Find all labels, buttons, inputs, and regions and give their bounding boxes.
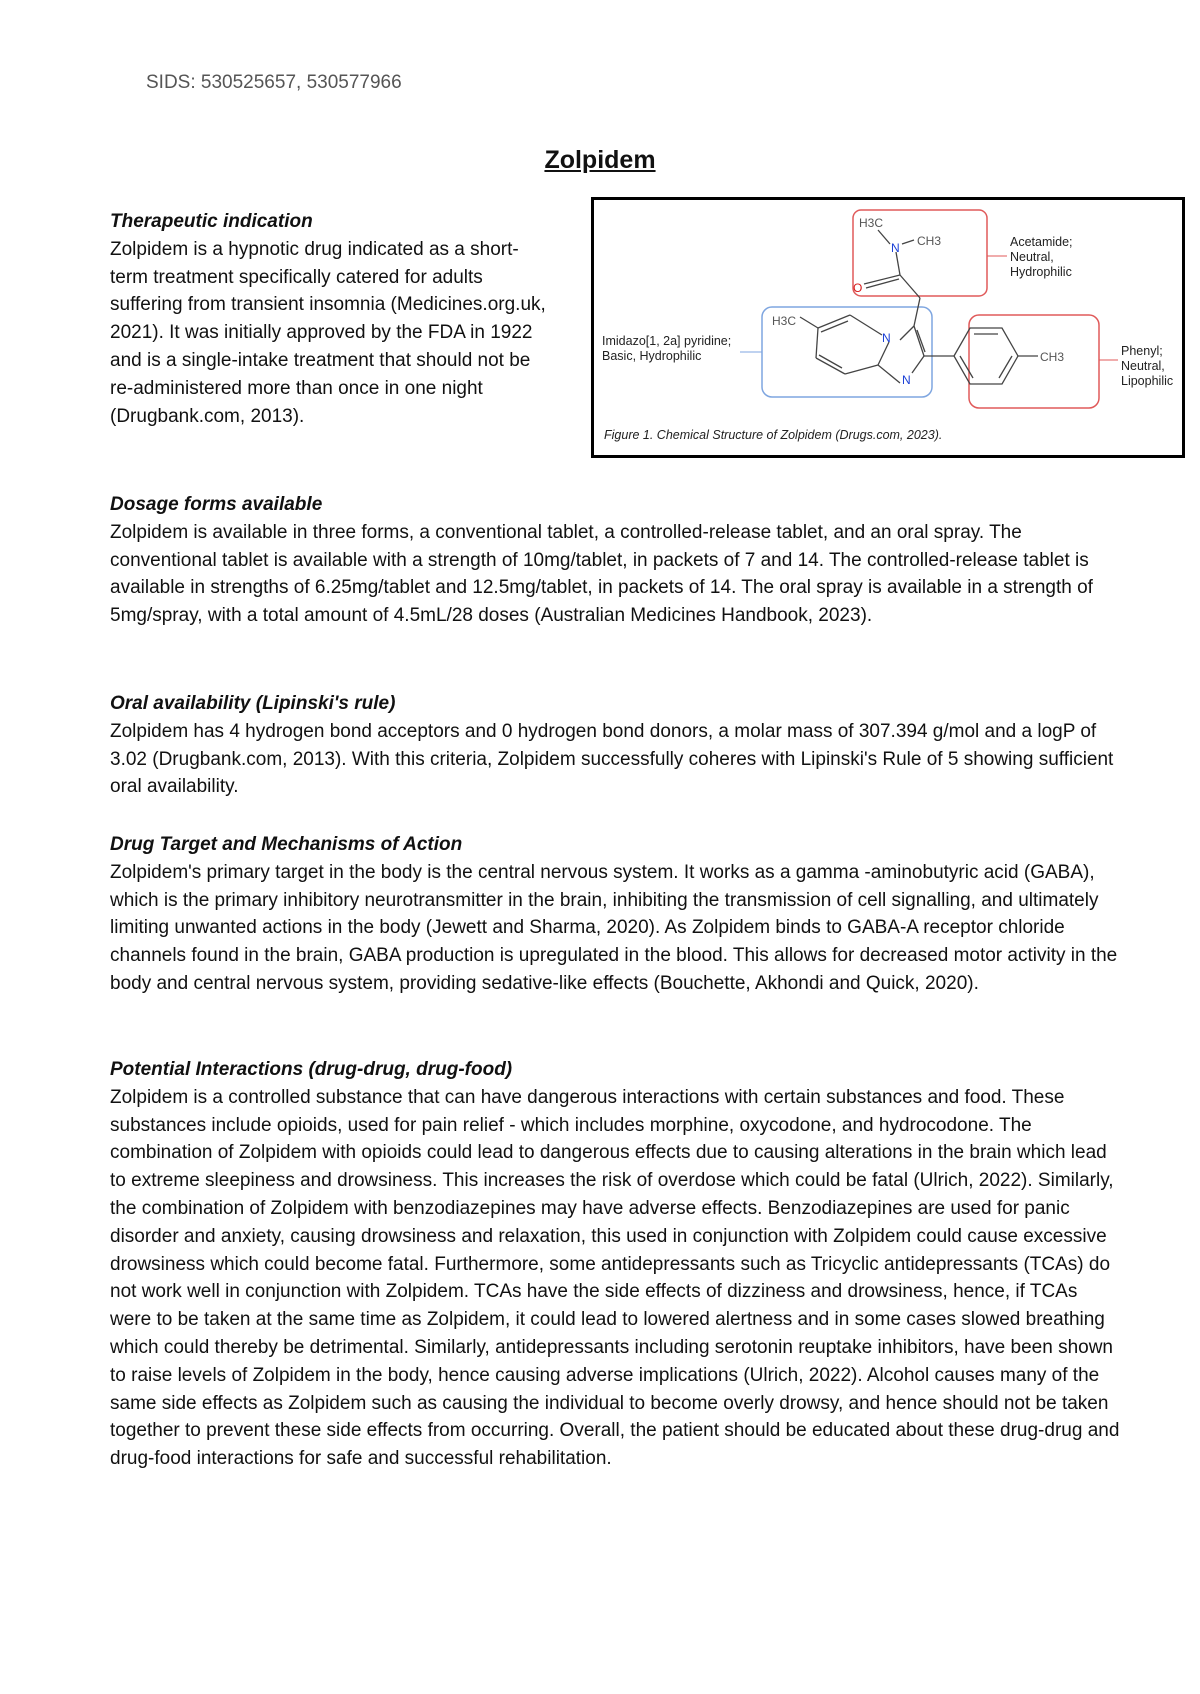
section-heading: Therapeutic indication [110, 211, 313, 232]
section-body: Zolpidem is available in three forms, a conventional tablet, a controlled-release tablet, and an oral spray. The conventional tablet is available with a strength of 10mg/tablet, in packets of 7 and 14. The controlled-release tablet is available in strengths of 6.25mg/tablet and 12.5mg/tablet, in packets of 14. The oral spray is available in a strength of 5mg/spray, with a total amount of 4.5mL/28 doses (Australian Medicines Handbook, 2023). [110, 521, 1093, 627]
section-body: Zolpidem is a controlled substance that can have dangerous interactions with certain substances and food. These substances include opioids, used for pain relief - which includes morphine, oxycodone, and hydrocodone. The combination of Zolpidem with opioids could lead to dangerous effects due to causing alterations in the brain which lead to extreme sleepiness and drowsiness. This increases the risk of overdose which could be fatal (Ulrich, 2022). Similarly, the combination of Zolpidem with benzodiazepines may have adverse effects. Benzodiazepines are used for panic disorder and anxiety, causing drowsiness and relaxation, this used in conjunction with Zolpidem could cause excessive drowsiness which could become fatal. Furthermore, some antidepressants such as Tricyclic antidepressants (TCAs) do not work well in conjunction with Zolpidem. TCAs have the side effects of dizziness and drowsiness, hence, if TCAs were to be taken at the same time as Zolpidem, it could lead to lowered alertness and in some cases slowed breathing which could thereby be detrimental. Similarly, antidepressants including serotonin reuptake inhibitors, have been shown to raise levels of Zolpidem in the body, hence causing adverse implications (Ulrich, 2022). Alcohol causes many of the same side effects as Zolpidem such as causing the individual to become overly drowsy, and hence should not be taken together to prevent these side effects from occurring. Overall, the patient should be educated about these drug-drug and drug-food interactions for safe and successful rehabilitation. [110, 1086, 1120, 1470]
section-potential-interactions [110, 1056, 1120, 1473]
atom-n-ring-2: N [902, 373, 911, 387]
section-oral-availability [110, 690, 1120, 801]
student-ids: SIDS: 530525657, 530577966 [146, 72, 402, 93]
atom-h3c-top: H3C [859, 216, 884, 230]
section-dosage-forms [110, 491, 1120, 630]
section-heading: Dosage forms available [110, 494, 323, 515]
section-heading: Potential Interactions (drug-drug, drug-food) [110, 1059, 513, 1080]
phenyl-label [1121, 344, 1173, 388]
imidazopyridine-label [602, 334, 735, 363]
acetamide-label [1010, 235, 1076, 279]
acetamide-label-line: Hydrophilic [1010, 265, 1072, 279]
section-body: Zolpidem's primary target in the body is the central nervous system. It works as a gamma -aminobutyric acid (GABA), which is the primary inhibitory neurotransmitter in the brain, inhibiting the transmission of cell signalling, and ultimately limiting unwanted actions in the body (Jewett and Sharma, 2020). As Zolpidem binds to GABA-A receptor chloride channels found in the brain, GABA production is upregulated in the blood. This allows for decreased motor activity in the body and central nervous system, providing sedative-like effects (Bouchette, Akhondi and Quick, 2020). [110, 861, 1118, 994]
phenyl-label-line: Neutral, [1121, 359, 1165, 373]
phenyl-label-line: Lipophilic [1121, 374, 1174, 388]
acetamide-label-line: Acetamide; [1010, 235, 1073, 249]
section-drug-target [110, 831, 1120, 998]
section-body: Zolpidem is a hypnotic drug indicated as a short-term treatment specifically catered for adults suffering from transient insomnia (Medicines.org.uk, 2021). It was initially approved by the FDA in 1922 and is a single-intake treatment that should not be re-administered more than once in one night (Drugbank.com, 2013). [110, 238, 546, 427]
zolpidem-structure-diagram [594, 200, 1182, 455]
chemical-structure-figure [591, 197, 1185, 458]
page-title: Zolpidem [544, 146, 656, 174]
acetamide-label-line: Neutral, [1010, 250, 1054, 264]
section-heading: Oral availability (Lipinski's rule) [110, 693, 396, 714]
atom-ch3-phenyl: CH3 [1040, 350, 1065, 364]
imidazo-label-line: Basic, Hydrophilic [602, 349, 702, 363]
section-body: Zolpidem has 4 hydrogen bond acceptors and 0 hydrogen bond donors, a molar mass of 307.394 g/mol and a logP of 3.02 (Drugbank.com, 2013). With this criteria, Zolpidem successfully coheres with Lipinski's Rule of 5 showing sufficient oral availability. [110, 720, 1114, 798]
atom-oxygen: O [853, 281, 863, 295]
phenyl-label-line: Phenyl; [1121, 344, 1163, 358]
atom-n-amide: N [891, 241, 900, 255]
section-heading: Drug Target and Mechanisms of Action [110, 834, 463, 855]
imidazo-label-line: Imidazo[1, 2a] pyridine; [602, 334, 732, 348]
section-therapeutic-indication [110, 208, 550, 430]
atom-h3c-ring: H3C [772, 314, 797, 328]
atom-n-ring-1: N [882, 331, 891, 345]
figure-caption: Figure 1. Chemical Structure of Zolpidem (Drugs.com, 2023). [604, 428, 943, 442]
phenyl-highlight-box [969, 315, 1099, 408]
atom-ch3-top: CH3 [917, 234, 942, 248]
